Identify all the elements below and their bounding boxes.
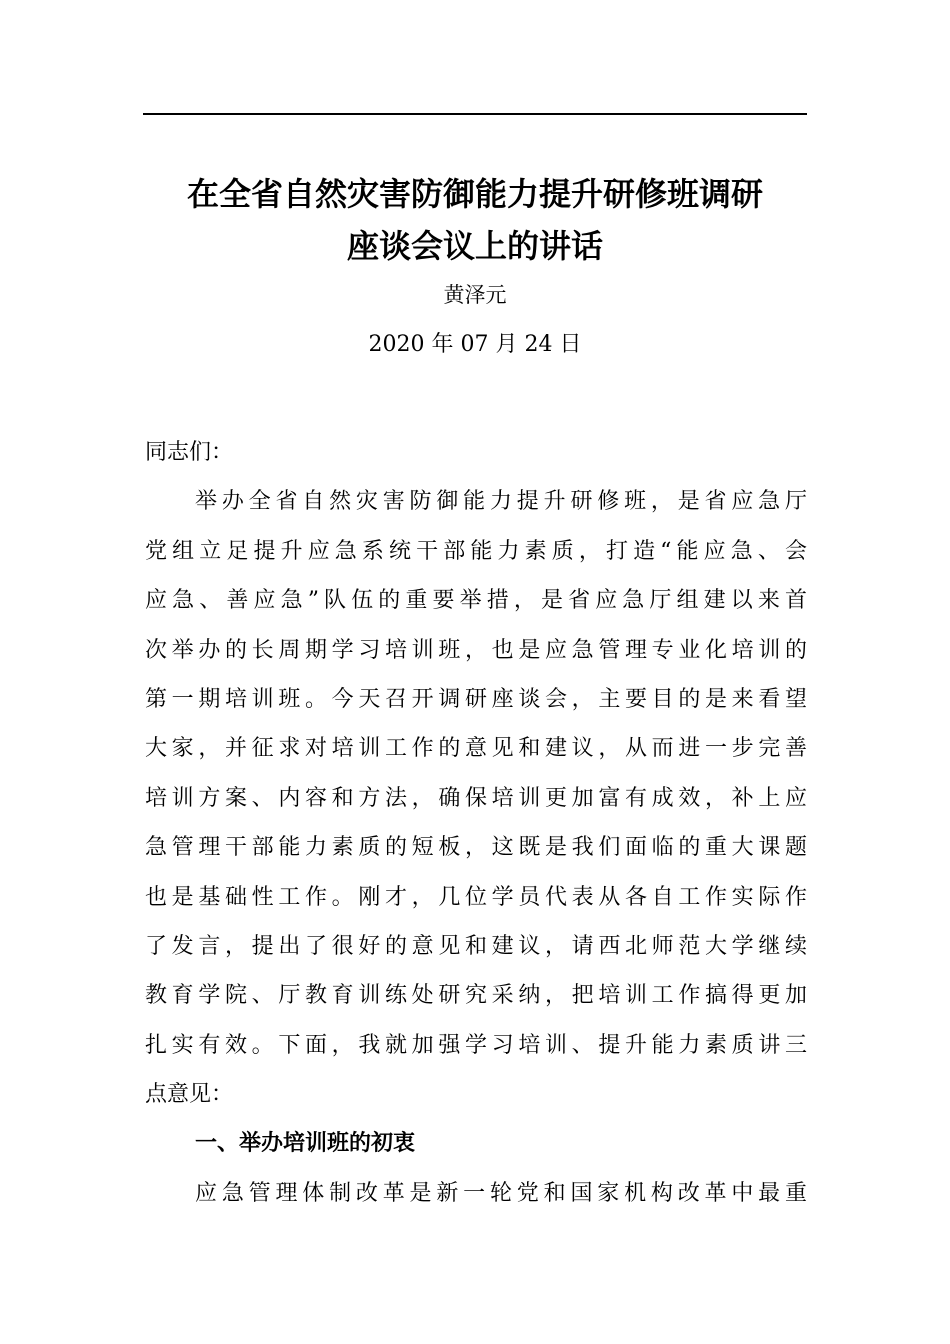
paragraph-line: 第一期培训班。今天召开调研座谈会，主要目的是来看望	[145, 686, 807, 712]
paragraph-line: 急管理干部能力素质的短板，这既是我们面临的重大课题	[145, 835, 807, 861]
paragraph-line: 举办全省自然灾害防御能力提升研修班，是省应急厅	[195, 489, 807, 515]
paragraph-line: 扎实有效。下面，我就加强学习培训、提升能力素质讲三	[145, 1032, 807, 1058]
speech-date: 2020 年 07 月 24 日	[368, 332, 582, 357]
title-line-1: 在全省自然灾害防御能力提升研修班调研	[186, 175, 763, 213]
paragraph-1	[145, 477, 807, 1119]
document-body	[145, 428, 807, 1218]
paragraph-line: 应急管理体制改革是新一轮党和国家机构改革中最重	[195, 1180, 807, 1206]
title-line-2: 座谈会议上的讲话	[346, 227, 603, 265]
header-rule	[143, 113, 807, 115]
salutation: 同志们：	[145, 440, 234, 465]
paragraph-line: 了发言，提出了很好的意见和建议，请西北师范大学继续	[145, 933, 807, 959]
paragraph-line: 点意见：	[145, 1082, 234, 1108]
author-name: 黄泽元	[443, 283, 507, 307]
paragraph-line: 大家，并征求对培训工作的意见和建议，从而进一步完善	[145, 736, 807, 762]
paragraph-line: 也是基础性工作。刚才，几位学员代表从各自工作实际作	[145, 884, 807, 910]
paragraph-line: 应急、善应急”队伍的重要举措，是省应急厅组建以来首	[145, 588, 807, 614]
paragraph-line: 党组立足提升应急系统干部能力素质，打造“能应急、会	[145, 538, 807, 564]
paragraph-2	[145, 1169, 807, 1218]
paragraph-line: 培训方案、内容和方法，确保培训更加富有成效，补上应	[145, 785, 807, 811]
document-title	[100, 168, 850, 272]
paragraph-line: 次举办的长周期学习培训班，也是应急管理专业化培训的	[145, 637, 807, 663]
section-heading-1: 一、举办培训班的初衷	[195, 1131, 416, 1157]
paragraph-line: 教育学院、厅教育训练处研究采纳，把培训工作搞得更加	[145, 983, 807, 1009]
